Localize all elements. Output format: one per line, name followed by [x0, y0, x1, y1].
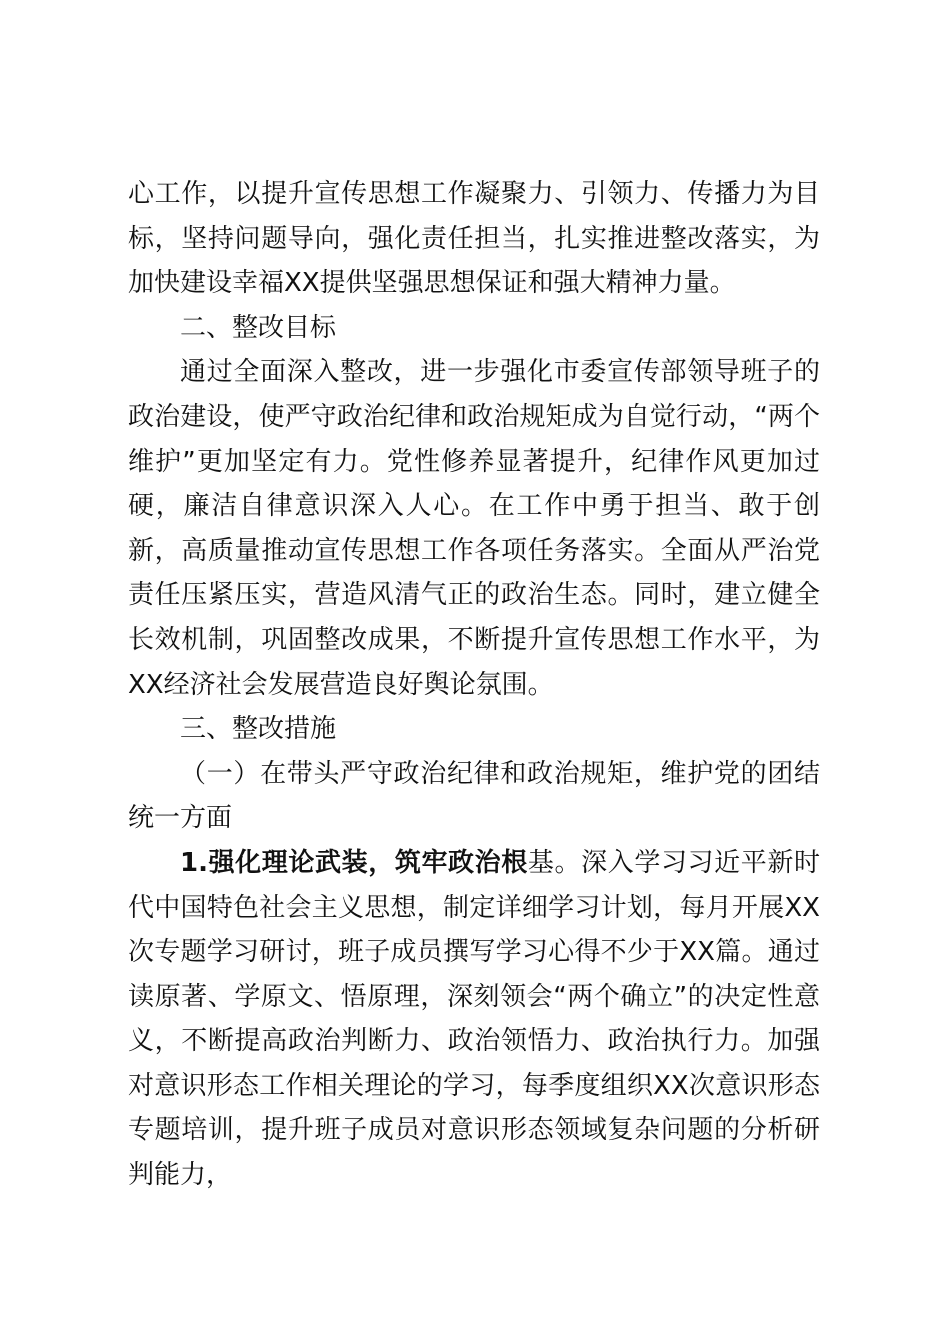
measure-item-1-body: 基。深入学习习近平新时代中国特色社会主义思想，制定详细学习计划，每月开展XX次专题学习研讨，班子成员撰写学习心得不少于XX篇。通过读原著、学原文、悟原理，深刻领会“两个确立”的决定性意义，不断提高政治判断力、政治领悟力、政治执行力。加强对意识形态工作相关理论的学习，每季度组织XX次意识形态专题培训，提升班子成员对意识形态领域复杂问题的分析研判能力，: [128, 847, 820, 1191]
subsection-heading-1: （一）在带头严守政治纪律和政治规矩，维护党的团结统一方面: [128, 758, 820, 834]
measure-item-1: [128, 841, 820, 1198]
document-body: [128, 172, 820, 1198]
measure-item-1-lead: 1.强化理论武装，筑牢政治根: [180, 847, 528, 878]
section-heading-measures: 三、整改措施: [180, 714, 337, 745]
paragraph-continuation: 心工作，以提升宣传思想工作凝聚力、引领力、传播力为目标，坚持问题导向，强化责任担当，扎实推进整改落实，为加快建设幸福XX提供坚强思想保证和强大精神力量。: [128, 179, 820, 299]
paragraph-goals: 通过全面深入整改，进一步强化市委宣传部领导班子的政治建设，使严守政治纪律和政治规矩成为自觉行动，“两个维护”更加坚定有力。党性修养显著提升，纪律作风更加过硬，廉洁自律意识深入人心。在工作中勇于担当、敢于创新，高质量推动宣传思想工作各项任务落实。全面从严治党责任压紧压实，营造风清气正的政治生态。同时，建立健全长效机制，巩固整改成果，不断提升宣传思想工作水平，为XX经济社会发展营造良好舆论氛围。: [128, 357, 820, 700]
section-heading-goals: 二、整改目标: [180, 312, 337, 343]
